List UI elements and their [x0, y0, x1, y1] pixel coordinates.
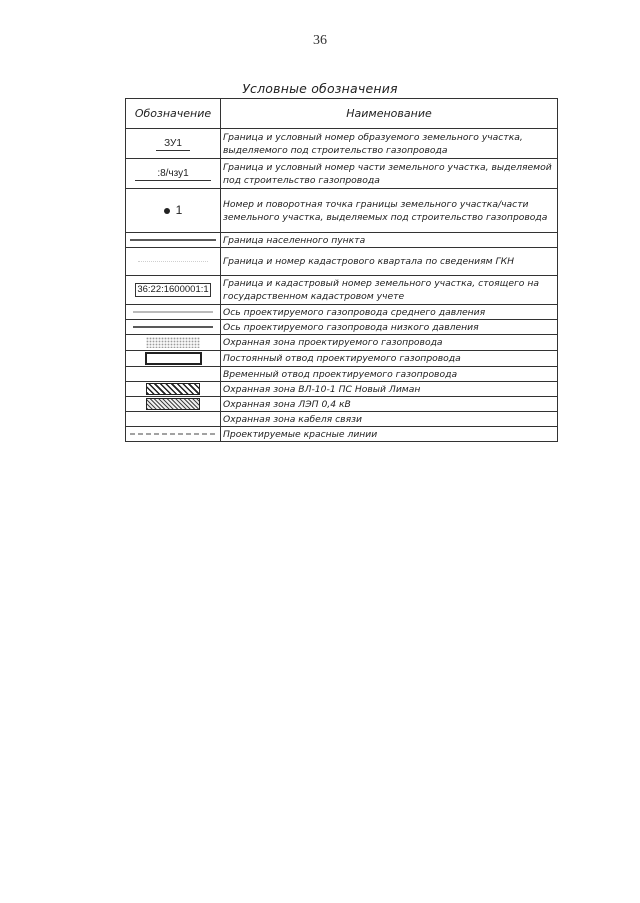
plot-part-label-symbol: :8/чзу1 [135, 167, 210, 181]
symbol-cell [126, 397, 221, 412]
turning-point-dot-icon [164, 208, 170, 214]
description-cell: Охранная зона кабеля связи [221, 412, 558, 427]
description-cell: Граница и условный номер части земельного участка, выделяемой под строительство газопровода [221, 159, 558, 189]
lep-zone-hatch-icon [146, 398, 200, 410]
description-cell: Граница и условный номер образуемого земельного участка, выделяемого под строительство газопровода [221, 129, 558, 159]
description-cell: Охранная зона проектируемого газопровода [221, 335, 558, 351]
power-line-zone-hatch-icon [146, 383, 200, 395]
description-cell: Ось проектируемого газопровода низкого давления [221, 320, 558, 335]
red-lines-dashed-icon [130, 431, 216, 437]
legend-row [126, 320, 558, 335]
header-symbol: Обозначение [126, 99, 221, 129]
description-cell: Проектируемые красные линии [221, 427, 558, 442]
cadastral-number-symbol: 36:22:1600001:1 [137, 284, 209, 295]
legend-row [126, 189, 558, 233]
description-cell: Граница населенного пункта [221, 233, 558, 248]
land-plot-label-symbol: ЗУ1 [156, 137, 190, 151]
legend-row [126, 276, 558, 305]
cadastral-quarter-border-icon [138, 261, 208, 262]
symbol-cell [126, 351, 221, 367]
legend-row [126, 233, 558, 248]
legend-row [126, 382, 558, 397]
low-pressure-gas-axis-icon [133, 324, 213, 330]
legend-table [125, 98, 558, 442]
legend-row [126, 248, 558, 276]
description-cell: Граница и кадастровый номер земельного участка, стоящего на государственном кадастровом учете [221, 276, 558, 305]
medium-pressure-gas-axis-icon [133, 309, 213, 315]
symbol-cell [126, 382, 221, 397]
symbol-cell [126, 276, 221, 305]
description-cell: Ось проектируемого газопровода среднего давления [221, 305, 558, 320]
permanent-allotment-rect-icon [145, 352, 202, 365]
symbol-cell [126, 233, 221, 248]
symbol-cell [126, 189, 221, 233]
legend-header-row [126, 99, 558, 129]
symbol-cell [126, 129, 221, 159]
legend-row [126, 397, 558, 412]
legend-row [126, 159, 558, 189]
description-cell: Граница и номер кадастрового квартала по сведениям ГКН [221, 248, 558, 276]
description-cell: Временный отвод проектируемого газопровода [221, 367, 558, 382]
turning-point-number: 1 [175, 203, 183, 217]
gas-protection-zone-fill-icon [146, 337, 200, 348]
symbol-cell [126, 335, 221, 351]
symbol-cell [126, 159, 221, 189]
legend-row [126, 412, 558, 427]
description-cell: Номер и поворотная точка границы земельного участка/части земельного участка, выделяемых под строительство газопровода [221, 189, 558, 233]
legend-row [126, 427, 558, 442]
legend-row [126, 351, 558, 367]
symbol-cell [126, 367, 221, 382]
page-number: 36 [313, 33, 327, 48]
symbol-cell [126, 412, 221, 427]
symbol-cell [126, 320, 221, 335]
legend-row [126, 129, 558, 159]
legend-row [126, 367, 558, 382]
legend-row [126, 305, 558, 320]
symbol-cell [126, 248, 221, 276]
legend-title: Условные обозначения [242, 81, 398, 96]
legend-row [126, 335, 558, 351]
description-cell: Постоянный отвод проектируемого газопровода [221, 351, 558, 367]
symbol-cell [126, 427, 221, 442]
description-cell: Охранная зона ВЛ-10-1 ПС Новый Лиман [221, 382, 558, 397]
description-cell: Охранная зона ЛЭП 0,4 кВ [221, 397, 558, 412]
symbol-cell [126, 305, 221, 320]
settlement-border-line-icon [130, 237, 216, 243]
header-name: Наименование [221, 99, 558, 129]
